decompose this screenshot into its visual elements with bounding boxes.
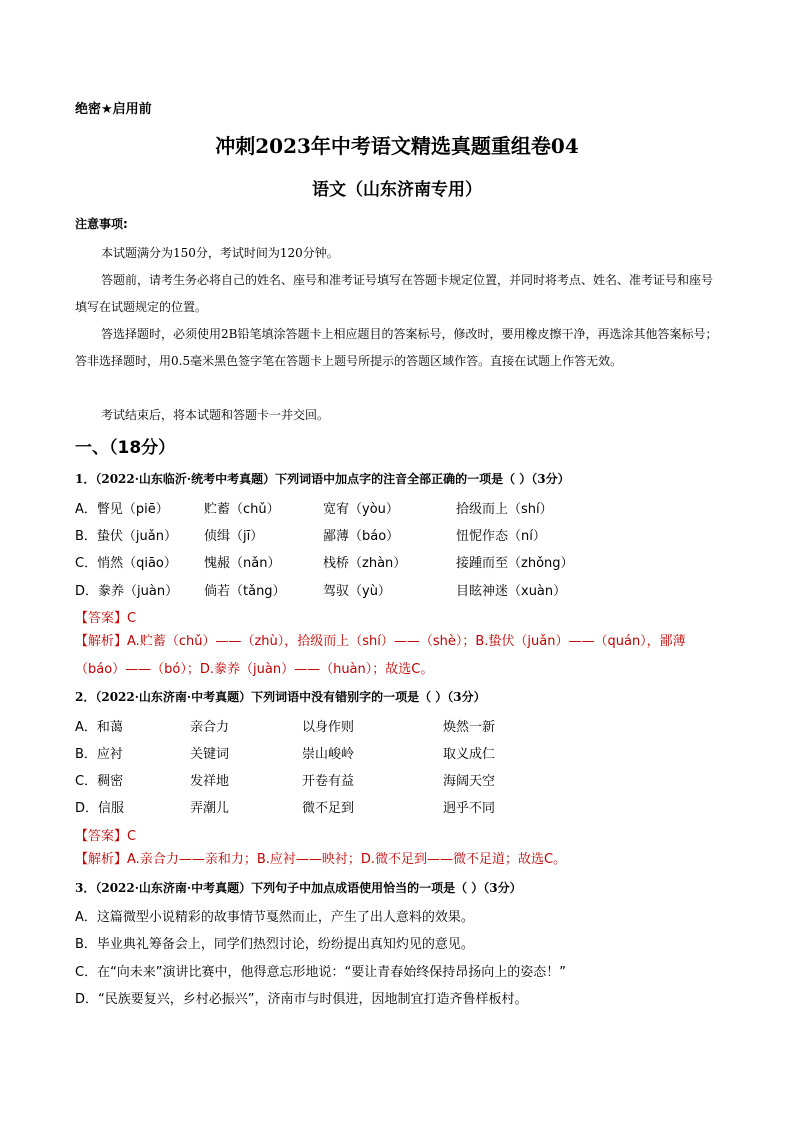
q1-option-c-word-2: 愧赧（nǎn）	[204, 556, 281, 571]
analysis-text: A.亲合力——亲和力；B.应衬——映衬；D.微不足到——微不足道；故选C。	[127, 852, 567, 867]
q1-option-b-word-3: 鄙薄（báo）	[323, 529, 400, 544]
question-1-stem: 1．（2022·山东临沂·统考中考真题）下列词语中加点字的注音全部正确的一项是（ ）（3分）	[75, 472, 570, 486]
q2-option-c-word-3: 开卷有益	[302, 774, 355, 789]
section-heading: 一、（18分）	[75, 438, 176, 458]
question-2-stem: 2．（2022·山东济南·中考真题）下列词语中没有错别字的一项是（ ）（3分）	[75, 690, 486, 704]
document-subtitle: 语文（山东济南专用）	[312, 180, 482, 200]
analysis-label: 【解析】	[75, 634, 128, 649]
q1-option-d-word-2: 倘若（tǎng）	[204, 584, 286, 599]
q2-option-a-word-1: A．和蔼	[75, 720, 123, 735]
q2-option-a-word-3: 以身作则	[302, 720, 355, 735]
q1-option-b-word-4: 忸怩作态（ní）	[456, 529, 546, 544]
q2-option-b-word-4: 取义成仁	[443, 747, 496, 762]
notice-paragraph: 答选择题时，必须使用2B铅笔填涂答题卡上相应题目的答案标号，修改时，要用橡皮擦干净，再选涂其他答案标号；答非选择题时，用0.5毫米黑色签字笔在答题卡上题号所提示的答题区域作答。直接在试题上作答无效。	[75, 327, 718, 368]
q1-option-b-word-2: 侦缉（jī）	[204, 529, 264, 544]
q3-option-c: C．在“向未来”演讲比赛中，他得意忘形地说：“要让青春始终保持昂扬向上的姿态！”	[75, 965, 567, 980]
answer-value: C	[127, 829, 137, 844]
q1-option-a-word-4: 拾级而上（shí）	[456, 502, 553, 517]
q2-option-c-word-4: 海阔天空	[443, 774, 496, 789]
document-title: 冲刺2023年中考语文精选真题重组卷04	[215, 134, 579, 158]
q2-option-d-word-3: 微不足到	[302, 801, 355, 816]
notice-paragraph: 答题前，请考生务必将自己的姓名、座号和准考证号填写在答题卡规定位置，并同时将考点、姓名、准考证号和座号填写在试题规定的位置。	[75, 273, 714, 314]
q2-answer	[75, 825, 136, 844]
q2-option-d-word-1: D．信服	[75, 801, 125, 816]
notice-paragraph: 本试题满分为150分，考试时间为120分钟。	[101, 246, 339, 260]
q1-option-d-word-1: D．豢养（juàn）	[75, 584, 179, 599]
confidential-label: 绝密★启用前	[75, 102, 152, 117]
q1-option-c-word-1: C．悄然（qiāo）	[75, 556, 177, 571]
q2-option-a-word-2: 亲合力	[190, 720, 230, 735]
notice-heading: 注意事项:	[75, 217, 128, 231]
q1-option-a-word-1: A．瞥见（piē）	[75, 502, 169, 517]
q1-answer	[75, 607, 136, 626]
q1-option-b-word-1: B．蛰伏（juǎn）	[75, 529, 177, 544]
q1-option-d-word-3: 驾驭（yù）	[323, 584, 391, 599]
q2-option-b-word-3: 崇山峻岭	[302, 747, 355, 762]
q1-option-a-word-2: 贮蓄（chǔ）	[204, 502, 280, 517]
question-3-stem: 3．（2022·山东济南·中考真题）下列句子中加点成语使用恰当的一项是（ ）（3分）	[75, 881, 522, 895]
q1-analysis	[75, 628, 725, 684]
q1-option-c-word-3: 栈桥（zhàn）	[323, 556, 407, 571]
q3-option-b: B．毕业典礼筹备会上，同学们热烈讨论，纷纷提出真知灼见的意见。	[75, 937, 474, 952]
analysis-label: 【解析】	[75, 852, 128, 867]
q1-option-c-word-4: 接踵而至（zhǒng）	[456, 556, 574, 571]
q2-option-d-word-4: 迥乎不同	[443, 801, 496, 816]
q2-option-d-word-2: 弄潮儿	[190, 801, 230, 816]
answer-label: 【答案】	[75, 829, 128, 844]
q3-option-a: A．这篇微型小说精彩的故事情节戛然而止，产生了出人意料的效果。	[75, 910, 474, 925]
q2-option-b-word-1: B．应衬	[75, 747, 123, 762]
analysis-text: A.贮蓄（chǔ）——（zhù），拾级而上（shí）——（shè）；B.蛰伏（juǎn）——（quán），鄙薄（báo）——（bó）；D.豢养（juàn）——（huàn）；故选C。	[75, 634, 686, 677]
q2-option-c-word-2: 发祥地	[190, 774, 230, 789]
q1-option-a-word-3: 宽宥（yòu）	[323, 502, 399, 517]
q2-option-b-word-2: 关键词	[190, 747, 230, 762]
q1-option-d-word-4: 目眩神迷（xuàn）	[456, 584, 567, 599]
q2-option-c-word-1: C．稠密	[75, 774, 124, 789]
notice-paragraph: 考试结束后，将本试题和答题卡一并交回。	[101, 408, 330, 422]
answer-label: 【答案】	[75, 611, 128, 626]
q2-option-a-word-4: 焕然一新	[443, 720, 496, 735]
answer-value: C	[127, 611, 137, 626]
q3-option-d: D．“民族要复兴，乡村必振兴”，济南市与时俱进，因地制宜打造齐鲁样板村。	[75, 992, 528, 1007]
q2-analysis	[75, 846, 725, 874]
